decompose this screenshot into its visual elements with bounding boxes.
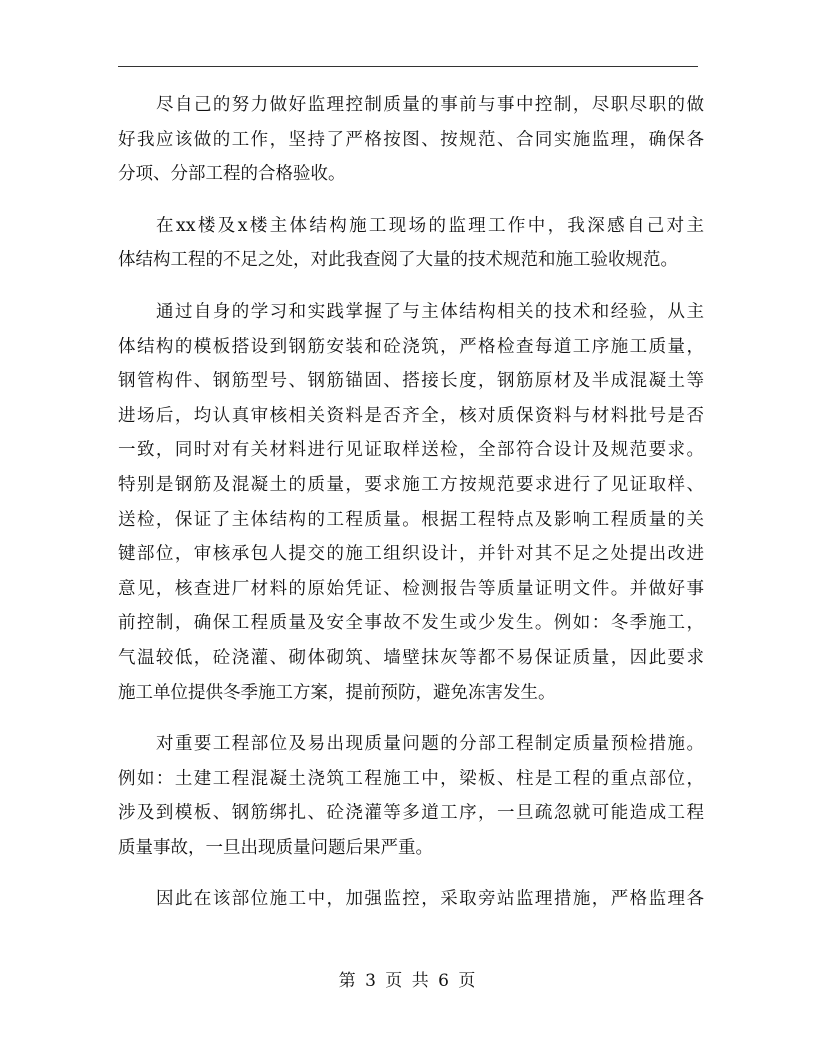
page-footer: 第 3 页 共 6 页 [338,971,478,991]
text-line: 前控制，确保工程质量及安全事故不发生或少发生。例如：冬季施工， [118,613,704,634]
paragraph [118,209,704,278]
text-line: 意见，核查进厂材料的原始凭证、检测报告等质量证明文件。并做好事 [118,578,704,599]
text-line: 例如：土建工程混凝土浇筑工程施工中，梁板、柱是工程的重点部位， [118,768,704,789]
text-line: 体结构的模板搭设到钢筋安装和砼浇筑，严格检查每道工序施工质量， [118,336,704,357]
paragraph [118,727,704,865]
text-line: 钢管构件、钢筋型号、钢筋锚固、搭接长度，钢筋原材及半成混凝土等 [118,371,704,392]
text-line: 送检，保证了主体结构的工程质量。根据工程特点及影响工程质量的关 [118,509,704,530]
paragraph [118,88,704,192]
text-line: 一致，同时对有关材料进行见证取样送检，全部符合设计及规范要求。 [118,440,704,461]
text-line: 质量事故，一旦出现质量问题后果严重。 [118,837,433,858]
text-line: 因此在该部位施工中，加强监控，采取旁站监理措施，严格监理各 [156,889,704,910]
text-line: 气温较低，砼浇灌、砌体砌筑、墙壁抹灰等都不易保证质量，因此要求 [118,647,704,668]
text-line: 涉及到模板、钢筋绑扎、砼浇灌等多道工序，一旦疏忽就可能造成工程 [118,803,704,824]
text-line: 在xx楼及x楼主体结构施工现场的监理工作中，我深感自己对主 [156,215,704,236]
text-line: 对重要工程部位及易出现质量问题的分部工程制定质量预检措施。 [156,734,704,755]
header-rule [118,66,698,67]
document-body [118,88,704,934]
paragraph [118,882,704,917]
text-line: 键部位，审核承包人提交的施工组织设计，并针对其不足之处提出改进 [118,544,704,565]
text-line: 特别是钢筋及混凝土的质量，要求施工方按规范要求进行了见证取样、 [118,474,704,495]
text-line: 尽自己的努力做好监理控制质量的事前与事中控制，尽职尽职的做 [156,95,704,115]
text-line: 施工单位提供冬季施工方案，提前预防，避免冻害发生。 [118,682,556,703]
paragraph [118,295,704,710]
text-line: 通过自身的学习和实践掌握了与主体结构相关的技术和经验，从主 [156,301,704,322]
text-line: 进场后，均认真审核相关资料是否齐全，核对质保资料与材料批号是否 [118,405,704,426]
text-line: 体结构工程的不足之处，对此我查阅了大量的技术规范和施工验收规范。 [118,250,678,271]
text-line: 好我应该做的工作，坚持了严格按图、按规范、合同实施监理，确保各 [118,129,704,150]
text-line: 分项、分部工程的合格验收。 [118,164,346,185]
